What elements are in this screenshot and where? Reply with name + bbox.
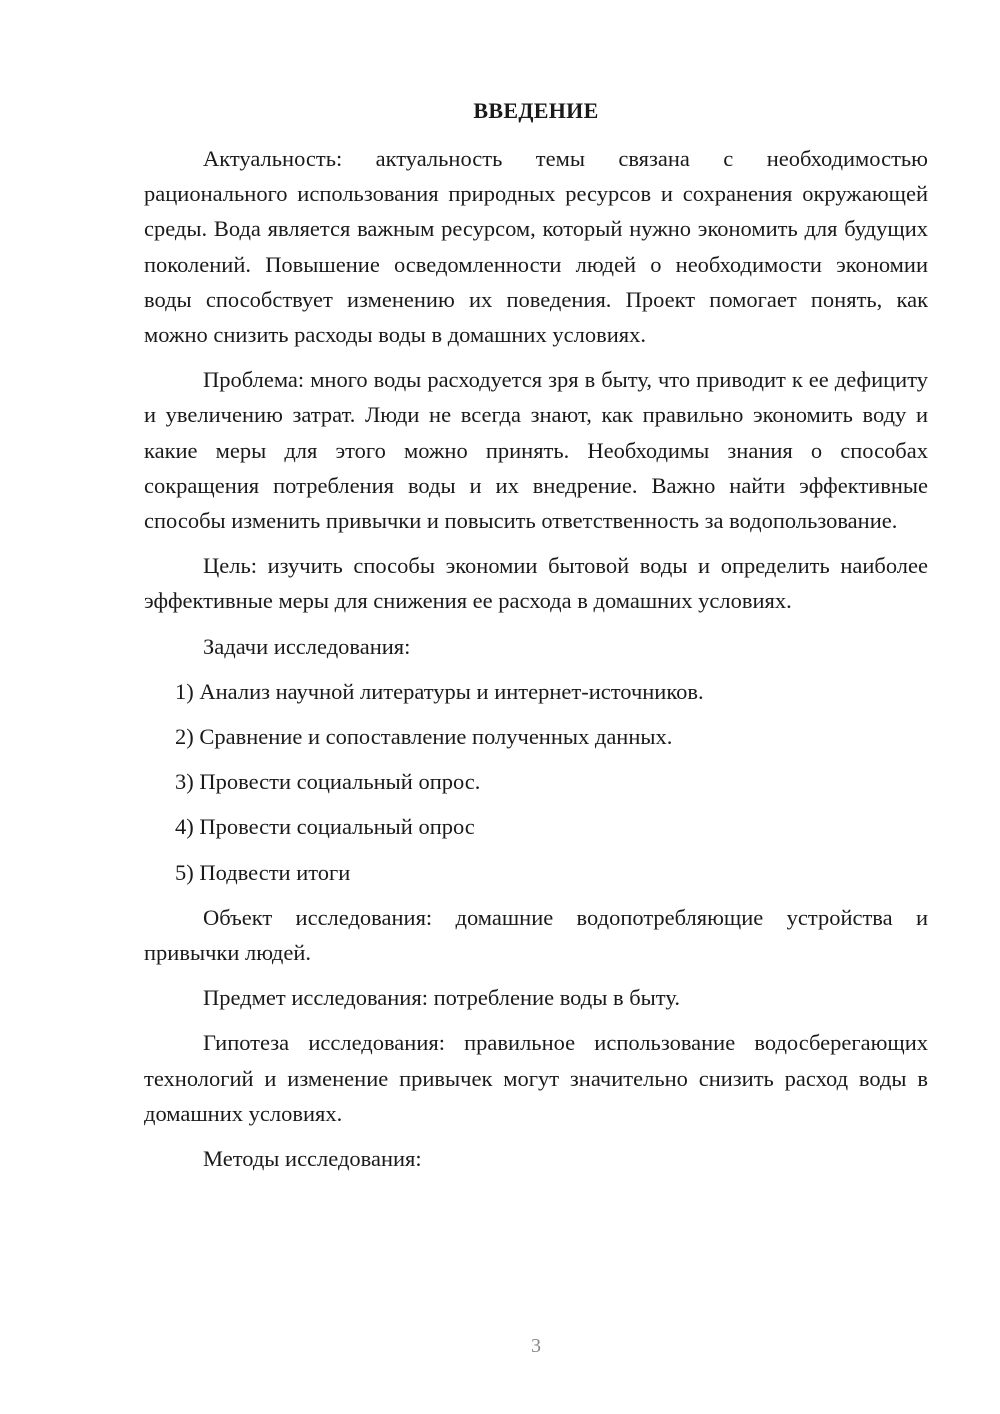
list-item: 1) Анализ научной литературы и интернет-источников.	[175, 678, 704, 704]
list-item: 3) Провести социальный опрос.	[175, 769, 481, 795]
paragraph-hypothesis: Гипотеза исследования: правильное использование водосберегающих технологий и изменение привычек могут значительно снизить расход воды в домашних условиях.	[144, 1030, 928, 1126]
page-title: ВВЕДЕНИЕ	[473, 98, 599, 123]
paragraph-object: Объект исследования: домашние водопотребляющие устройства и привычки людей.	[144, 904, 928, 966]
methods-heading: Методы исследования:	[203, 1146, 422, 1172]
paragraph-goal: Цель: изучить способы экономии бытовой воды и определить наиболее эффективные меры для снижения ее расхода в домашних условиях.	[144, 553, 928, 614]
list-item: 4) Провести социальный опрос	[175, 814, 475, 840]
list-item: 2) Сравнение и сопоставление полученных данных.	[175, 724, 673, 750]
paragraph-problem: Проблема: много воды расходуется зря в быту, что приводит к ее дефициту и увеличению затрат. Люди не всегда знают, как правильно экономить воду и какие меры для этого можно принять. Необходимы знания о способах сокращения потребления воды и их внедрение. Важно найти эффективные способы изменить привычки и повысить ответственность за водопользование.	[144, 367, 928, 534]
document-body	[144, 141, 928, 1186]
list-item: 5) Подвести итоги	[175, 859, 351, 885]
tasks-list	[144, 674, 928, 890]
paragraph-subject: Предмет исследования: потребление воды в быту.	[203, 985, 680, 1011]
page-number: 3	[531, 1335, 541, 1357]
paragraph-relevance: Актуальность: актуальность темы связана с необходимостью рационального использования природных ресурсов и сохранения окружающей среды. Вода является важным ресурсом, который нужно экономить для будущих поколений. Повышение осведомленности людей о необходимости экономии воды способствует изменению их поведения. Проект помогает понять, как можно снизить расходы воды в домашних условиях.	[144, 146, 928, 348]
tasks-heading: Задачи исследования:	[203, 633, 411, 659]
